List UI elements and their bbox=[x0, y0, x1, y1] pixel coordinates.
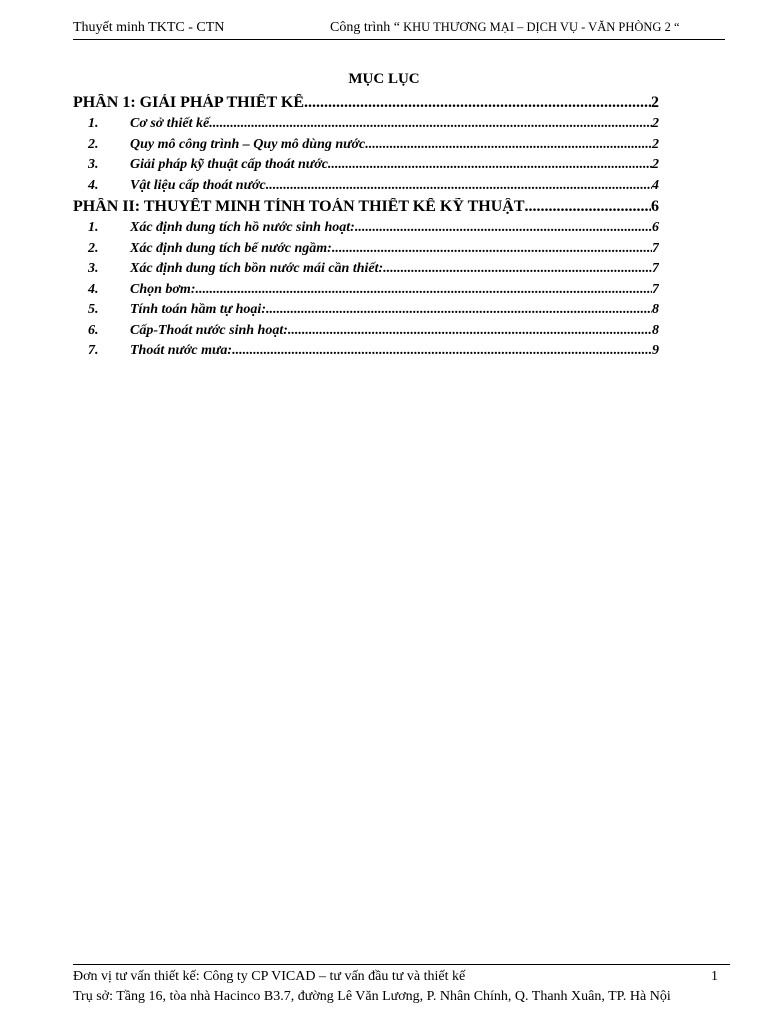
toc-item-number: 4. bbox=[88, 281, 99, 297]
toc-item-label: Chọn bơm: bbox=[130, 281, 196, 297]
table-of-contents bbox=[73, 94, 659, 364]
footer-address: Trụ sở: Tầng 16, tòa nhà Hacinco B3.7, đường Lê Văn Lương, P. Nhân Chính, Q. Thanh Xuân, TP. Hà Nội bbox=[73, 989, 671, 1004]
toc-item-number: 2. bbox=[88, 240, 99, 256]
toc-leader-dots bbox=[332, 241, 652, 257]
header-project bbox=[330, 20, 680, 36]
toc-item[interactable] bbox=[73, 220, 659, 241]
toc-leader-dots bbox=[355, 220, 652, 236]
toc-item[interactable] bbox=[73, 116, 659, 137]
toc-item-number: 7. bbox=[88, 343, 99, 358]
toc-item-label: Xác định dung tích bể nước ngầm: bbox=[130, 240, 332, 256]
toc-leader-dots bbox=[328, 157, 652, 173]
toc-item-label: Tính toán hầm tự hoại: bbox=[130, 302, 266, 317]
toc-page-number: 9 bbox=[652, 343, 659, 358]
toc-item[interactable] bbox=[73, 343, 659, 364]
toc-item[interactable] bbox=[73, 261, 659, 282]
footer-line-1 bbox=[73, 969, 730, 989]
toc-page-number: 7 bbox=[652, 281, 659, 297]
toc-leader-dots bbox=[209, 116, 652, 132]
toc-item-number: 1. bbox=[88, 116, 99, 131]
toc-item-label: Xác định dung tích bồn nước mái cần thiết: bbox=[130, 261, 384, 276]
toc-item-label: Giải pháp kỹ thuật cấp thoát nước bbox=[130, 157, 328, 172]
toc-page-number: 2 bbox=[651, 94, 659, 111]
toc-page-number: 7 bbox=[652, 261, 659, 276]
toc-leader-dots bbox=[525, 198, 651, 216]
toc-page-number: 6 bbox=[651, 198, 659, 215]
toc-item[interactable] bbox=[73, 323, 659, 344]
header-project-name: KHU THƯƠNG MẠI – DỊCH VỤ - VĂN PHÒNG 2 “ bbox=[400, 20, 680, 34]
toc-item-number: 1. bbox=[88, 220, 99, 235]
toc-item[interactable] bbox=[73, 178, 659, 199]
toc-item-number: 6. bbox=[88, 322, 99, 338]
header-project-prefix: Công trình “ bbox=[330, 20, 400, 35]
toc-leader-dots bbox=[232, 343, 652, 359]
toc-item[interactable] bbox=[73, 157, 659, 178]
toc-leader-dots bbox=[304, 94, 651, 112]
toc-leader-dots bbox=[266, 302, 652, 318]
toc-part-1[interactable] bbox=[73, 94, 659, 116]
toc-item-number: 3. bbox=[88, 157, 99, 172]
toc-item-number: 5. bbox=[88, 302, 99, 317]
footer-page-number: 1 bbox=[711, 969, 718, 984]
toc-page-number: 2 bbox=[652, 157, 659, 172]
toc-item-number: 3. bbox=[88, 261, 99, 276]
toc-item-number: 4. bbox=[88, 177, 99, 193]
toc-item-label: Vật liệu cấp thoát nước bbox=[130, 177, 266, 193]
toc-page-number: 6 bbox=[652, 220, 659, 235]
toc-item-number: 2. bbox=[88, 136, 99, 152]
toc-item[interactable] bbox=[73, 241, 659, 262]
toc-leader-dots bbox=[383, 261, 652, 277]
toc-page-number: 7 bbox=[652, 240, 659, 256]
toc-title: MỤC LỤC bbox=[348, 71, 420, 87]
footer-consultant: Đơn vị tư vấn thiết kế: Công ty CP VICAD – tư vấn đầu tư và thiết kế bbox=[73, 969, 466, 984]
toc-page-number: 8 bbox=[652, 302, 659, 317]
toc-page-number: 2 bbox=[652, 116, 659, 131]
toc-page-number: 4 bbox=[652, 177, 659, 193]
header-document-title: Thuyết minh TKTC - CTN bbox=[73, 20, 225, 35]
page-footer bbox=[73, 964, 730, 1009]
toc-part-2[interactable] bbox=[73, 198, 659, 220]
toc-part-label: PHẦN II: THUYẾT MINH TÍNH TOÁN THIẾT KẾ KỸ THUẬT bbox=[73, 198, 525, 215]
toc-item[interactable] bbox=[73, 302, 659, 323]
toc-part-label: PHẦN 1: GIẢI PHÁP THIẾT KẾ bbox=[73, 94, 304, 111]
toc-item[interactable] bbox=[73, 282, 659, 303]
page-header bbox=[73, 18, 725, 40]
toc-leader-dots bbox=[195, 282, 652, 298]
toc-item-label: Quy mô công trình – Quy mô dùng nước bbox=[130, 136, 366, 152]
toc-item-label: Xác định dung tích hồ nước sinh hoạt: bbox=[130, 220, 355, 235]
toc-item-label: Cơ sở thiết kế bbox=[130, 116, 210, 131]
toc-item-label: Thoát nước mưa: bbox=[130, 343, 233, 358]
toc-item-label: Cấp-Thoát nước sinh hoạt: bbox=[130, 322, 288, 338]
toc-page-number: 8 bbox=[652, 322, 659, 338]
toc-leader-dots bbox=[365, 137, 652, 153]
toc-item[interactable] bbox=[73, 137, 659, 158]
toc-page-number: 2 bbox=[652, 136, 659, 152]
toc-leader-dots bbox=[266, 178, 652, 194]
toc-leader-dots bbox=[288, 323, 652, 339]
